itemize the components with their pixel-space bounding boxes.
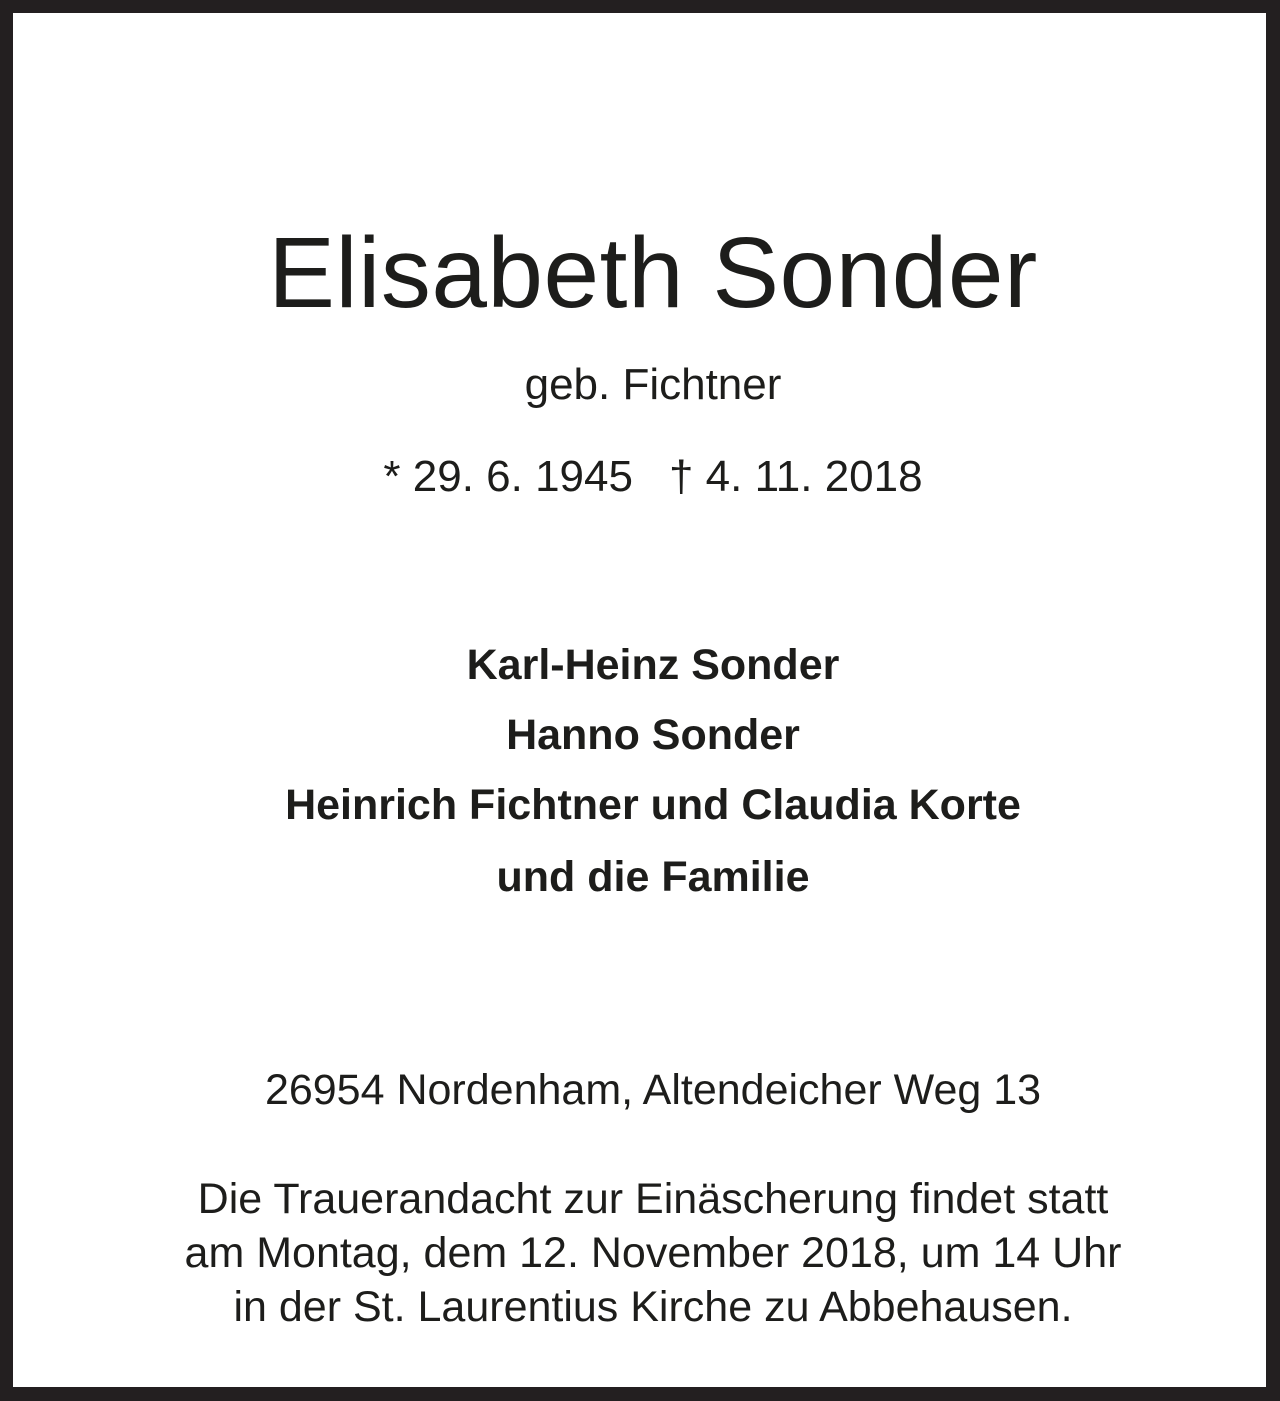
mourner-line: Karl-Heinz Sonder bbox=[466, 641, 840, 689]
death-date: † 4. 11. 2018 bbox=[668, 452, 923, 501]
mourner-line: und die Familie bbox=[496, 853, 810, 901]
service-info-line: in der St. Laurentius Kirche zu Abbehausen. bbox=[233, 1283, 1073, 1331]
mourner-line: Heinrich Fichtner und Claudia Korte bbox=[285, 781, 1021, 829]
birth-date: * 29. 6. 1945 bbox=[383, 452, 633, 501]
address: 26954 Nordenham, Altendeicher Weg 13 bbox=[264, 1066, 1042, 1114]
service-info-line: Die Trauerandacht zur Einäscherung findet statt bbox=[197, 1175, 1109, 1223]
life-dates bbox=[13, 452, 1280, 501]
maiden-name: geb. Fichtner bbox=[524, 360, 782, 409]
deceased-name: Elisabeth Sonder bbox=[268, 217, 1038, 329]
service-info-line: am Montag, dem 12. November 2018, um 14 Uhr bbox=[184, 1229, 1122, 1277]
mourner-line: Hanno Sonder bbox=[506, 711, 800, 759]
